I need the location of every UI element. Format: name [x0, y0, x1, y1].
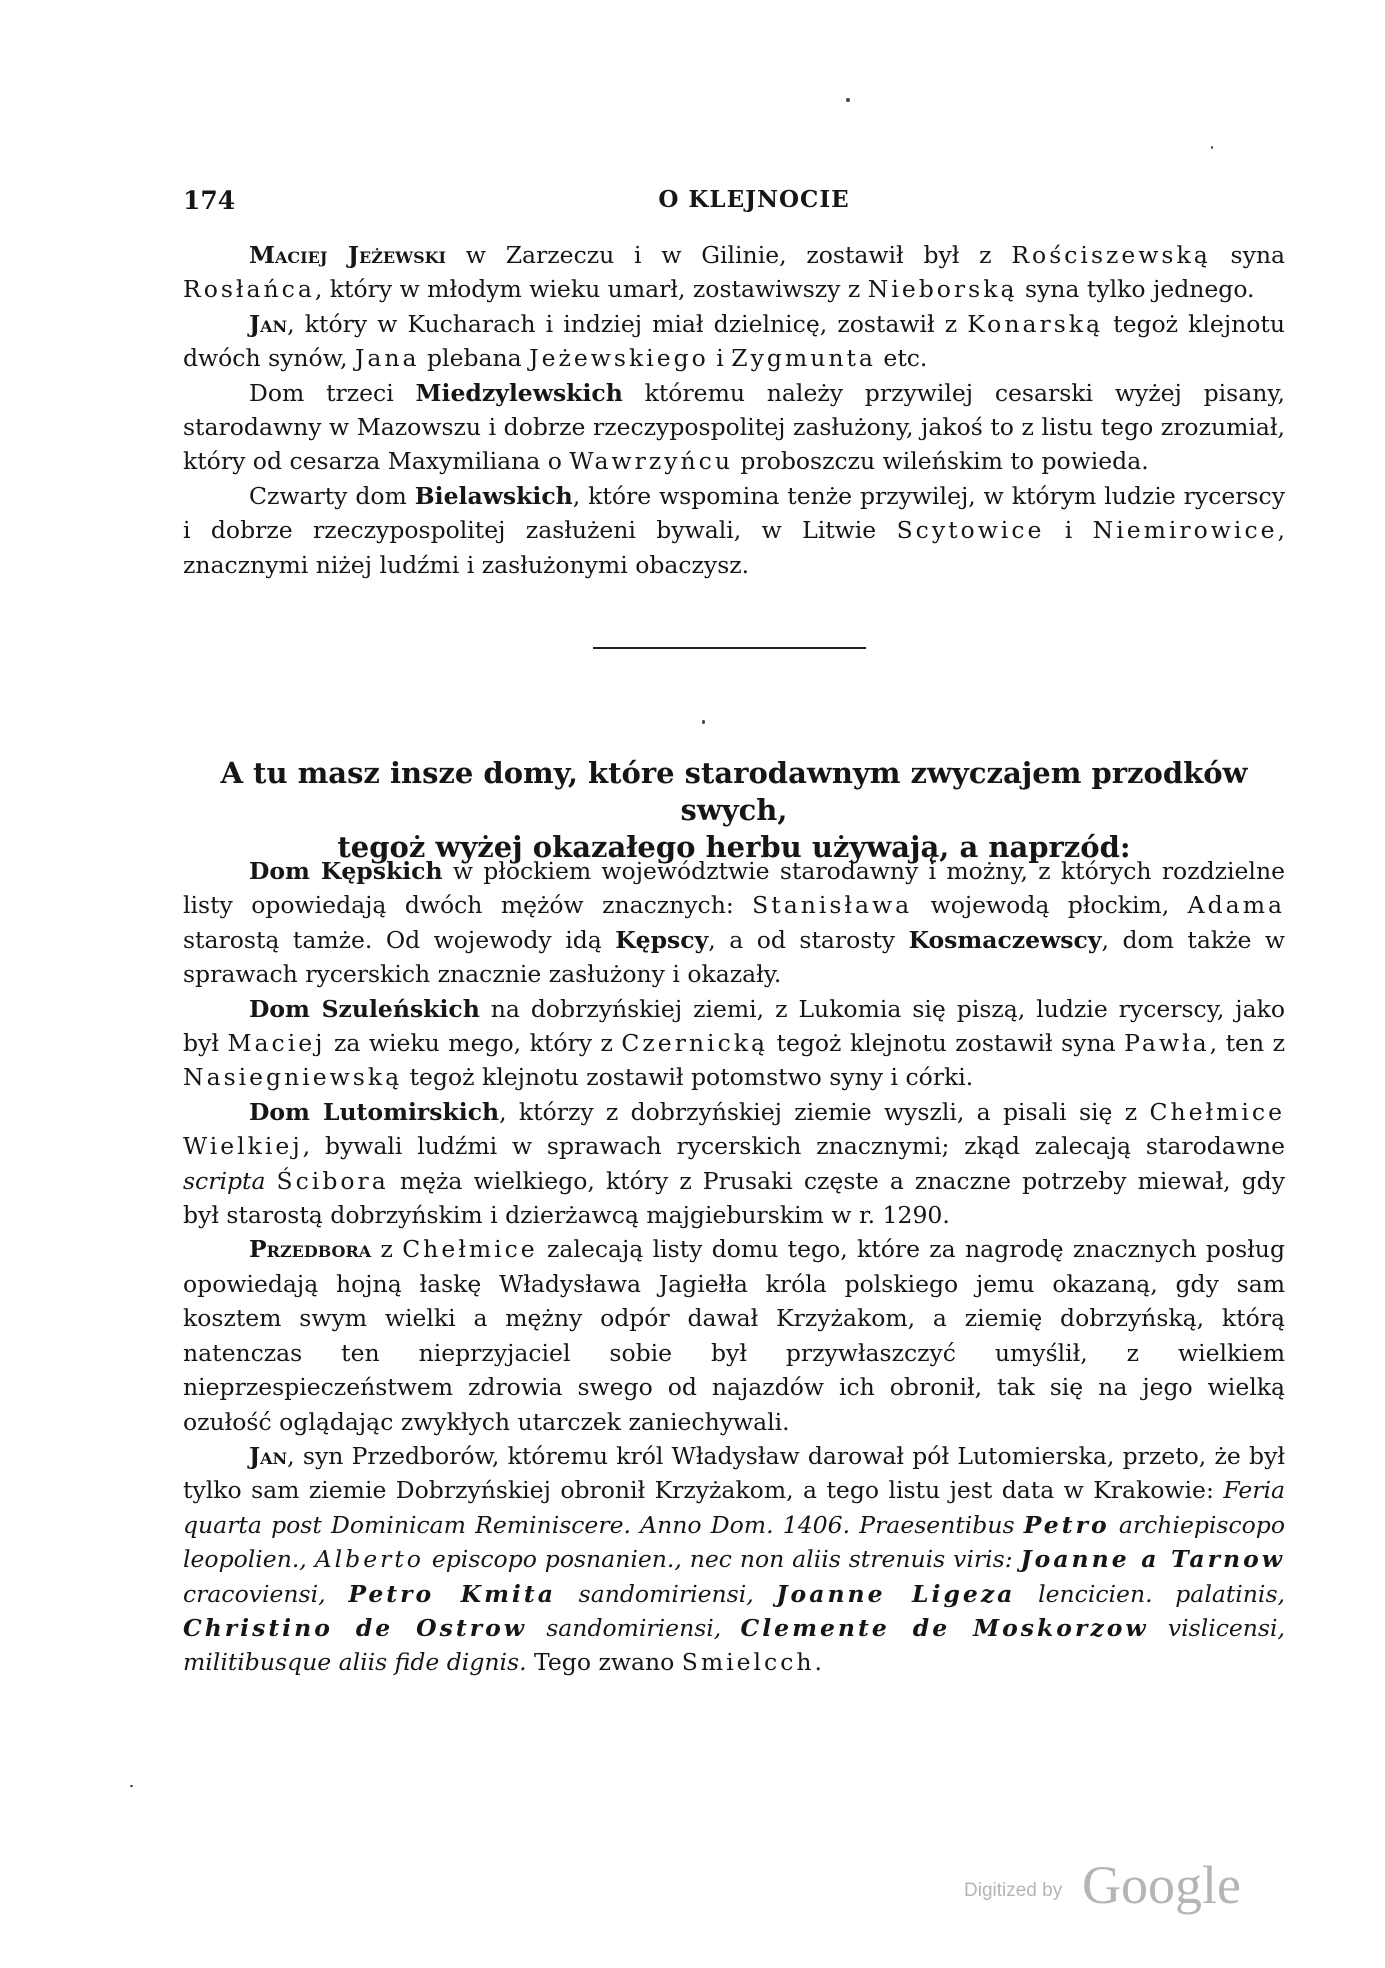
scan-speck [702, 720, 705, 724]
running-title: O KLEJNOCIE [658, 186, 850, 213]
paragraph-szulenskich: Dom Szuleńskich na dobrzyńskiej ziemi, z Lukomia się piszą, ludzie rycerscy, jako był Maciej za wieku mego, który z Czernicką tegoż klejnotu zostawił syna Pawła, ten z Nasiegniewską tegoż klejnotu zostawił potomstwo syny i córki. [183, 994, 1286, 1092]
section-divider [593, 647, 866, 649]
paragraph-kepskich: Dom Kępskich w płockiem województwie starodawny i możny, z których rozdzielne listy opowiedają dwóch mężów znacznych: Stanisława wojewodą płockim, Adama starostą tamże. Od wojewody idą Kępscy, a od starosty Kosmaczewscy, dom także w sprawach rycerskich znacznie zasłużony i okazały. [183, 857, 1285, 989]
paragraph-czwarty-dom: Czwarty dom Bielawskich, które wspomina tenże przywilej, w którym ludzie rycerscy i dobrze rzeczypospolitej zasłużeni bywali, w Litwie Scytowice i Niemirowice, znacznymi niżej ludźmi i zasłużonymi obaczysz. [183, 481, 1285, 579]
heading-line-2: tegoż wyżej okazałego herbu używają, a naprzód: [337, 830, 1131, 864]
watermark-prefix: Digitized by [964, 1880, 1063, 1901]
scan-speck [846, 98, 850, 102]
paragraph-lutomirskich: Dom Lutomirskich, którzy z dobrzyńskiej ziemie wyszli, a pisali się z Chełmice Wielkiej, bywali ludźmi w sprawach rycerskich znacznymi; zkąd zalecają starodawne scripta Ścibora męża wielkiego, który z Prusaki częste a znaczne potrzeby miewał, gdy był starostą dobrzyńskim i dzierżawcą majgieburskim w r. 1290. [183, 1097, 1285, 1230]
paragraph-jan: Jan, który w Kucharach i indziej miał dzielnicę, zostawił z Konarską tegoż klejnotu dwóch synów, Jana plebana Jeżewskiego i Zygmunta etc. [183, 309, 1285, 373]
scan-speck [130, 1785, 133, 1787]
scan-speck [1211, 146, 1213, 149]
heading-line-1: A tu masz insze domy, które starodawnym zwyczajem przodków swych, [220, 756, 1248, 827]
text-block-2 [183, 854, 1285, 1680]
paragraph-jezewski: Maciej Jeżewski w Zarzeczu i w Gilinie, zostawił był z Rościszewską syna Rosłańca, który w młodym wieku umarł, zostawiwszy z Nieborską syna tylko jednego. [183, 241, 1285, 304]
digitized-watermark [964, 1854, 1264, 1914]
paragraph-przedbora: Przedbora z Chełmice zalecają listy domu tego, które za nagrodę znacznych posług opowiedają hojną łaskę Władysława Jagiełła króla polskiego jemu okazaną, gdy sam kosztem swym wielki a mężny odpór dawał Krzyżakom, a ziemię dobrzyńską, którą natenczas ten nieprzyjaciel sobie był przywłaszczyć umyślił, z wielkiem nieprzespieczeństwem zdrowia swego od najazdów ich obronił, tak się na jego wielką ozułość oglądając zwykłych utarczek zaniechywali. [183, 1235, 1285, 1436]
text-block-1 [183, 238, 1285, 582]
google-logo: Google [1082, 1855, 1241, 1915]
paragraph-jan-przedborow: Jan, syn Przedborów, któremu król Władysław darował pół Lutomierska, przeto, że był tylko sam ziemie Dobrzyńskiej obronił Krzyżakom, a tego listu jest data w Krakowie: Feria quarta post Dominicam Reminiscere. Anno Dom. 1406. Praesentibus Petro archiepiscopo leopolien., Alberto episcopo posnanien., nec non aliis strenuis viris: Joanne a Tarnow cracoviensi, Petro Kmita sandomiriensi, Joanne Ligeza lencicien. palatinis, Christino de Ostrow sandomiriensi, Clemente de Moskorzow vislicensi, militibusque aliis fide dignis. Tego zwano Smielcch. [183, 1441, 1285, 1677]
paragraph-dom-trzeci: Dom trzeci Miedzylewskich któremu należy przywilej cesarski wyżej pisany, starodawny w Mazowszu i dobrze rzeczypospolitej zasłużony, jakoś to z listu tego zrozumiał, który od cesarza Maxymiliana o Wawrzyńcu proboszczu wileńskim to powieda. [183, 378, 1285, 476]
running-header [183, 186, 1285, 218]
page-number: 174 [183, 186, 236, 215]
section-heading [183, 755, 1285, 866]
